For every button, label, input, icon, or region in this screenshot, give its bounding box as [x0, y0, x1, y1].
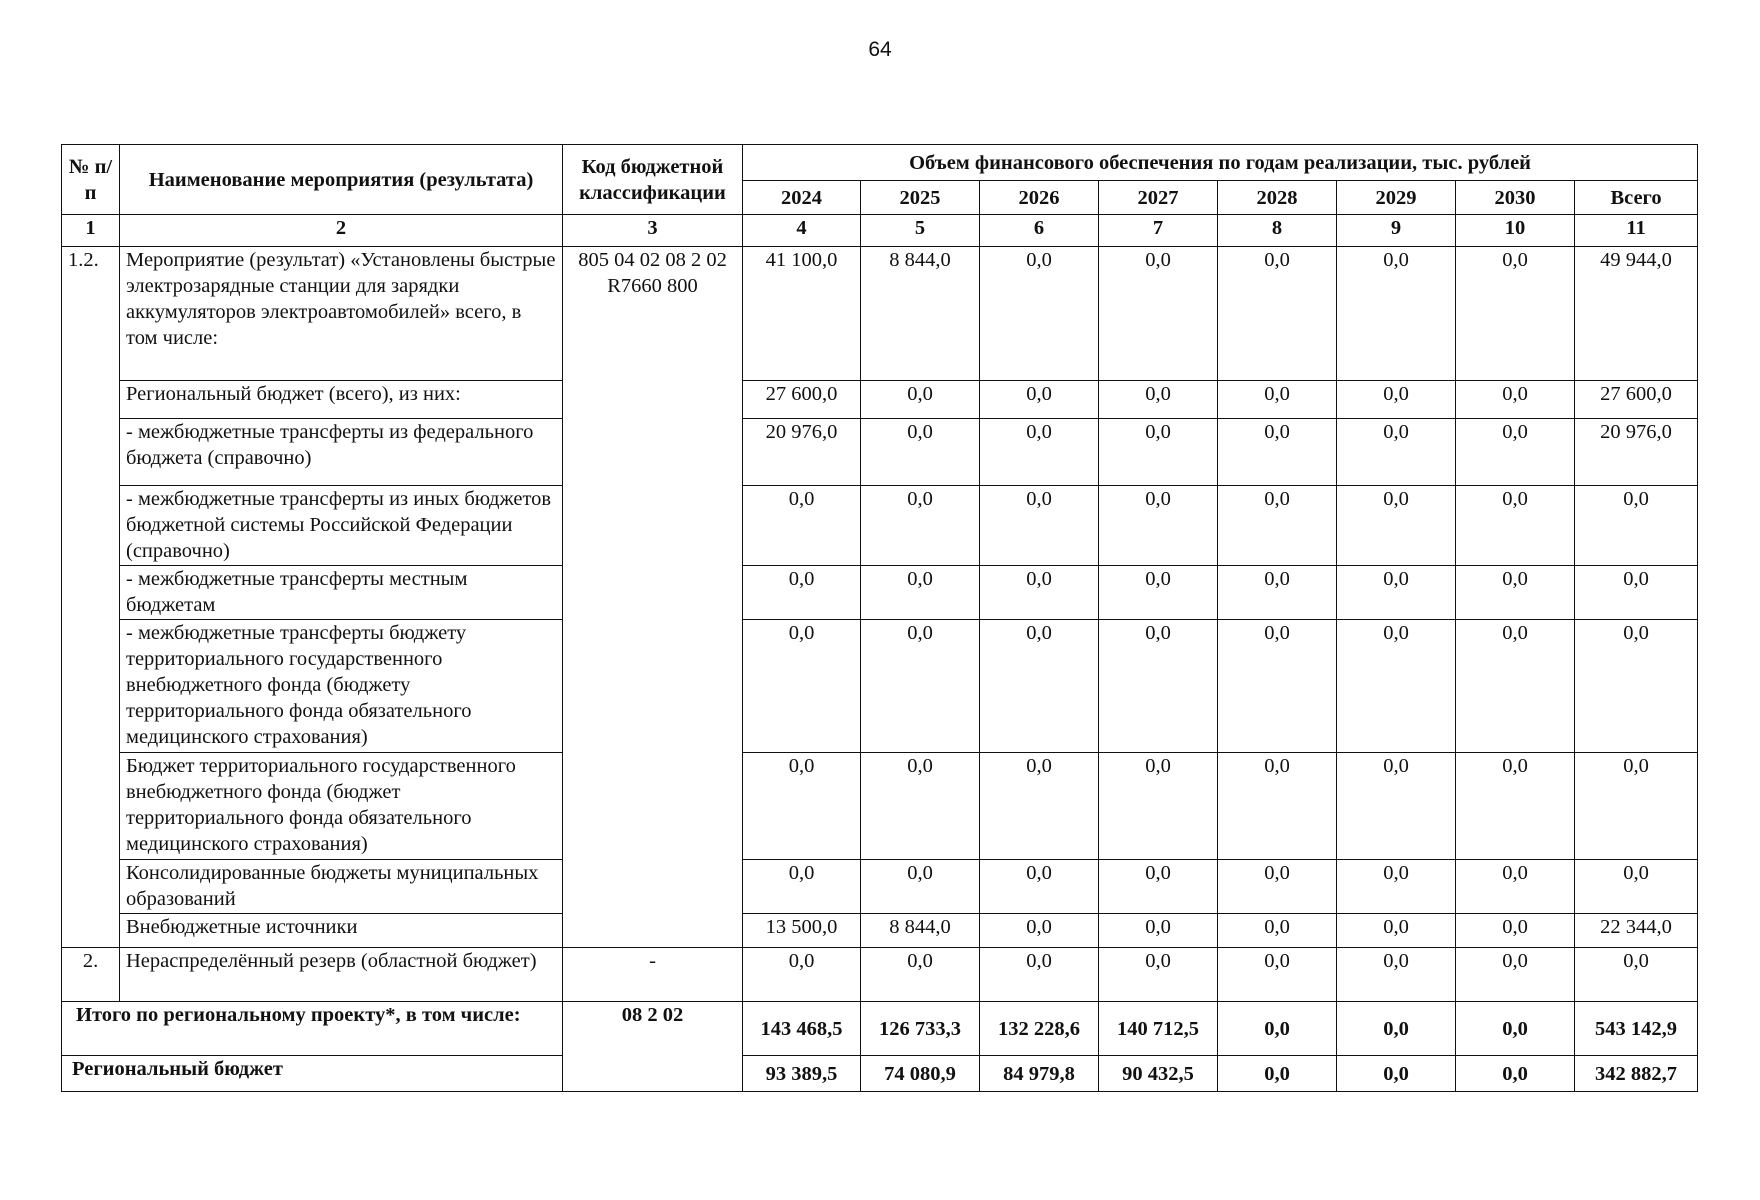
cell-value: 0,0: [1337, 419, 1456, 486]
table-row: [62, 486, 1698, 566]
column-number: 10: [1456, 215, 1575, 247]
table-row: [62, 566, 1698, 620]
cell-value: 49 944,0: [1575, 247, 1698, 381]
cell-value: 13 500,0: [743, 914, 861, 948]
cell-value: 84 979,8: [980, 1056, 1099, 1092]
cell-value: 0,0: [1218, 566, 1337, 620]
cell-value: 0,0: [1337, 1056, 1456, 1092]
cell-value: 0,0: [1099, 753, 1218, 860]
cell-value: 93 389,5: [743, 1056, 861, 1092]
header-year: 2030: [1456, 181, 1575, 215]
row-label: Мероприятие (результат) «Установлены быстрые электрозарядные станции для зарядки аккумуляторов электроавтомобилей» всего, в том числе:: [120, 247, 563, 381]
cell-value: 0,0: [1218, 1002, 1337, 1056]
cell-value: 22 344,0: [1575, 914, 1698, 948]
cell-value: 0,0: [1456, 620, 1575, 753]
cell-value: 0,0: [1337, 860, 1456, 914]
table-row: [62, 419, 1698, 486]
total-row: [62, 1056, 1698, 1092]
header-year: 2028: [1218, 181, 1337, 215]
table-row: [62, 247, 1698, 381]
cell-value: 0,0: [1218, 860, 1337, 914]
cell-value: 0,0: [1099, 247, 1218, 381]
cell-value: 0,0: [1575, 860, 1698, 914]
column-number: 7: [1099, 215, 1218, 247]
cell-value: 0,0: [1456, 419, 1575, 486]
header-name: Наименование мероприятия (результата): [120, 145, 563, 215]
cell-value: 0,0: [1575, 753, 1698, 860]
cell-value: 0,0: [980, 914, 1099, 948]
cell-value: 0,0: [1456, 860, 1575, 914]
total-regional-label: Региональный бюджет: [62, 1056, 563, 1092]
cell-value: 0,0: [1575, 566, 1698, 620]
header-funding: Объем финансового обеспечения по годам реализации, тыс. рублей: [743, 145, 1698, 181]
table-row: [62, 753, 1698, 860]
cell-value: 0,0: [1456, 486, 1575, 566]
cell-value: 0,0: [1099, 914, 1218, 948]
table-row: [62, 860, 1698, 914]
row-label: Бюджет территориального государственного внебюджетного фонда (бюджет территориального фонда обязательного медицинского страхования): [120, 753, 563, 860]
cell-value: 0,0: [1456, 381, 1575, 419]
cell-value: 0,0: [1218, 419, 1337, 486]
cell-value: 74 080,9: [861, 1056, 980, 1092]
cell-value: 0,0: [1099, 419, 1218, 486]
header-year: 2029: [1337, 181, 1456, 215]
cell-value: 140 712,5: [1099, 1002, 1218, 1056]
header-year: 2024: [743, 181, 861, 215]
cell-value: 0,0: [1218, 486, 1337, 566]
cell-value: 0,0: [980, 948, 1099, 1002]
row-label: - межбюджетные трансферты бюджету территориального государственного внебюджетного фонда (бюджету территориального фонда обязательного медицинского страхования): [120, 620, 563, 753]
cell-value: 126 733,3: [861, 1002, 980, 1056]
cell-value: 0,0: [861, 381, 980, 419]
cell-value: 0,0: [1456, 753, 1575, 860]
cell-value: 20 976,0: [1575, 419, 1698, 486]
row-label: Внебюджетные источники: [120, 914, 563, 948]
cell-value: 143 468,5: [743, 1002, 861, 1056]
column-number: 4: [743, 215, 861, 247]
cell-value: 0,0: [1575, 620, 1698, 753]
row-label: - межбюджетные трансферты местным бюджетам: [120, 566, 563, 620]
item-number: 1.2.: [62, 247, 120, 948]
cell-value: 0,0: [980, 620, 1099, 753]
cell-value: 0,0: [1337, 381, 1456, 419]
cell-value: 0,0: [743, 948, 861, 1002]
table-row: [62, 381, 1698, 419]
cell-value: 0,0: [1099, 860, 1218, 914]
cell-value: 20 976,0: [743, 419, 861, 486]
cell-value: 0,0: [861, 753, 980, 860]
cell-value: 0,0: [1456, 566, 1575, 620]
cell-value: 0,0: [1218, 247, 1337, 381]
table-row: [62, 948, 1698, 1002]
row-label: Нераспределённый резерв (областной бюджет): [120, 948, 563, 1002]
column-number: 2: [120, 215, 563, 247]
cell-value: 0,0: [980, 247, 1099, 381]
cell-value: 0,0: [980, 860, 1099, 914]
cell-value: 27 600,0: [1575, 381, 1698, 419]
cell-value: 0,0: [980, 566, 1099, 620]
cell-value: 0,0: [861, 948, 980, 1002]
cell-value: 0,0: [1218, 620, 1337, 753]
column-number: 9: [1337, 215, 1456, 247]
cell-value: 0,0: [1218, 381, 1337, 419]
cell-value: 0,0: [743, 753, 861, 860]
cell-value: 0,0: [861, 419, 980, 486]
column-number: 6: [980, 215, 1099, 247]
cell-value: 0,0: [1218, 914, 1337, 948]
row-label: Консолидированные бюджеты муниципальных образований: [120, 860, 563, 914]
cell-value: 342 882,7: [1575, 1056, 1698, 1092]
total-row: [62, 1002, 1698, 1056]
cell-value: 0,0: [1099, 948, 1218, 1002]
header-code: Код бюджетной классификации: [563, 145, 743, 215]
header-total: Всего: [1575, 181, 1698, 215]
cell-value: 0,0: [1218, 948, 1337, 1002]
cell-value: 0,0: [1337, 620, 1456, 753]
row-label: Региональный бюджет (всего), из них:: [120, 381, 563, 419]
financing-table: [61, 144, 1698, 1092]
cell-value: 132 228,6: [980, 1002, 1099, 1056]
cell-value: 0,0: [743, 620, 861, 753]
cell-value: 0,0: [1099, 566, 1218, 620]
table-row: [62, 914, 1698, 948]
cell-value: 41 100,0: [743, 247, 861, 381]
cell-value: 0,0: [1099, 620, 1218, 753]
header-year: 2026: [980, 181, 1099, 215]
cell-value: 0,0: [743, 860, 861, 914]
cell-value: 0,0: [1337, 753, 1456, 860]
cell-value: 0,0: [861, 566, 980, 620]
cell-value: 0,0: [861, 860, 980, 914]
cell-value: 0,0: [1337, 914, 1456, 948]
item-number: 2.: [62, 948, 120, 1002]
column-number: 11: [1575, 215, 1698, 247]
cell-value: 0,0: [743, 566, 861, 620]
cell-value: 90 432,5: [1099, 1056, 1218, 1092]
row-label: - межбюджетные трансферты из иных бюджетов бюджетной системы Российской Федерации (справочно): [120, 486, 563, 566]
cell-value: 0,0: [1456, 247, 1575, 381]
cell-value: 0,0: [980, 753, 1099, 860]
cell-value: 0,0: [861, 620, 980, 753]
cell-value: 0,0: [1218, 1056, 1337, 1092]
cell-value: 0,0: [1337, 566, 1456, 620]
cell-value: 0,0: [1337, 948, 1456, 1002]
cell-value: 8 844,0: [861, 914, 980, 948]
cell-value: 0,0: [1099, 486, 1218, 566]
cell-value: 0,0: [1337, 486, 1456, 566]
budget-code: -: [563, 948, 743, 1002]
column-number: 8: [1218, 215, 1337, 247]
total-project-label: Итого по региональному проекту*, в том числе:: [62, 1002, 563, 1056]
page-number: 64: [868, 38, 892, 61]
header-year: 2025: [861, 181, 980, 215]
header-year: 2027: [1099, 181, 1218, 215]
row-label: - межбюджетные трансферты из федерального бюджета (справочно): [120, 419, 563, 486]
cell-value: 0,0: [1456, 1002, 1575, 1056]
cell-value: 27 600,0: [743, 381, 861, 419]
cell-value: 0,0: [1337, 1002, 1456, 1056]
cell-value: 0,0: [1099, 381, 1218, 419]
cell-value: 0,0: [1456, 1056, 1575, 1092]
cell-value: 0,0: [1456, 948, 1575, 1002]
column-number: 3: [563, 215, 743, 247]
cell-value: 0,0: [861, 486, 980, 566]
cell-value: 0,0: [1337, 247, 1456, 381]
cell-value: 0,0: [980, 419, 1099, 486]
cell-value: 0,0: [1456, 914, 1575, 948]
cell-value: 0,0: [1218, 753, 1337, 860]
total-budget-code: 08 2 02: [563, 1002, 743, 1092]
table-row: [62, 620, 1698, 753]
cell-value: 0,0: [743, 486, 861, 566]
cell-value: 0,0: [1575, 948, 1698, 1002]
cell-value: 0,0: [1575, 486, 1698, 566]
cell-value: 0,0: [980, 381, 1099, 419]
budget-code: 805 04 02 08 2 02 R7660 800: [563, 247, 743, 948]
header-num: № п/п: [62, 145, 120, 215]
cell-value: 8 844,0: [861, 247, 980, 381]
cell-value: 543 142,9: [1575, 1002, 1698, 1056]
cell-value: 0,0: [980, 486, 1099, 566]
column-number: 5: [861, 215, 980, 247]
column-number: 1: [62, 215, 120, 247]
